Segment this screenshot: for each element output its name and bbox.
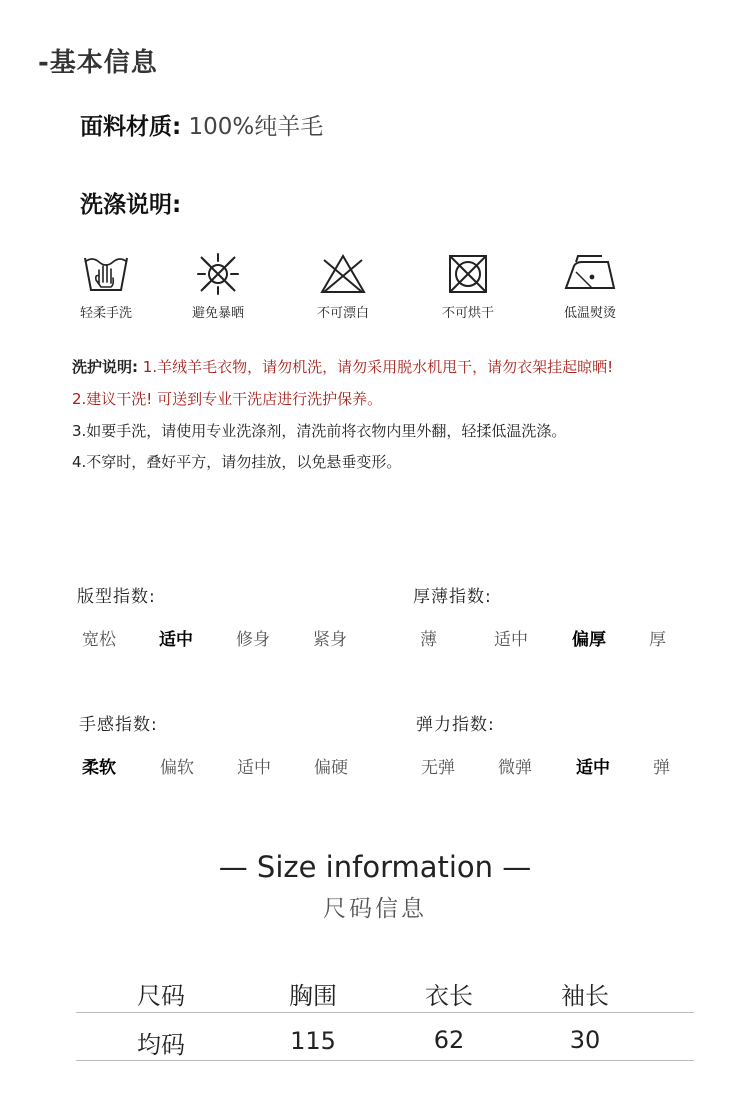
size-header-cell: 尺码: [137, 982, 185, 1010]
size-row-cell: 115: [290, 1027, 336, 1055]
elasticity-option: 弹: [653, 758, 670, 778]
fit-option-selected: 适中: [159, 630, 193, 650]
elasticity-index-title: 弹力指数:: [416, 715, 495, 735]
hand-wash-icon: [81, 252, 131, 296]
instruction-head: 洗护说明:: [72, 358, 138, 376]
feel-option: 偏硬: [314, 758, 348, 778]
table-divider: [76, 1012, 694, 1013]
table-bottom-line: [76, 1060, 694, 1061]
care-item-no-sun: [168, 252, 268, 321]
instruction-line-2: 2.建议干洗! 可送到专业干洗店进行洗护保养。: [72, 390, 383, 408]
size-header-cell: 胸围: [289, 982, 337, 1010]
no-bleach-icon: [318, 252, 368, 296]
care-item-no-bleach: [293, 252, 393, 321]
fit-option: 紧身: [313, 630, 347, 650]
thickness-option: 薄: [420, 630, 437, 650]
fabric-value: 100%纯羊毛: [188, 114, 324, 140]
care-label: 避免暴晒: [191, 306, 244, 321]
fit-option: 宽松: [82, 630, 116, 650]
elasticity-option: 微弹: [498, 758, 532, 778]
fabric-label: 面料材质:: [80, 114, 182, 140]
thickness-option: 厚: [649, 630, 666, 650]
size-title-en: — Size information —: [218, 850, 532, 884]
size-header-cell: 衣长: [425, 982, 473, 1010]
size-row-cell: 62: [433, 1026, 465, 1054]
wash-title: 洗涤说明:: [80, 192, 182, 218]
feel-option: 偏软: [160, 758, 194, 778]
care-label: 低温熨烫: [563, 306, 616, 321]
size-row-cell: 30: [569, 1026, 601, 1054]
feel-index-title: 手感指数:: [79, 715, 158, 735]
instruction-line-4: 4.不穿时，叠好平方，请勿挂放，以免悬垂变形。: [72, 453, 402, 471]
size-header-cell: 袖长: [561, 982, 609, 1010]
section-title: -基本信息: [38, 48, 158, 78]
elasticity-option: 无弹: [421, 758, 455, 778]
elasticity-option-selected: 适中: [576, 758, 610, 778]
care-label: 不可漂白: [316, 306, 369, 321]
instruction-line-3: 3.如要手洗，请使用专业洗涤剂，清洗前将衣物内里外翻，轻揉低温洗涤。: [72, 422, 567, 440]
no-sun-dry-icon: [193, 252, 243, 296]
thickness-option: 适中: [494, 630, 528, 650]
feel-option: 适中: [237, 758, 271, 778]
instruction-text: 1.羊绒羊毛衣物，请勿机洗，请勿采用脱水机甩干，请勿衣架挂起晾晒!: [142, 358, 614, 376]
size-title-cn: 尺码信息: [323, 896, 427, 922]
fit-option: 修身: [236, 630, 270, 650]
care-label: 轻柔手洗: [79, 306, 132, 321]
thickness-index-title: 厚薄指数:: [413, 587, 492, 607]
low-iron-icon: [562, 252, 618, 296]
fabric-info: [80, 108, 323, 141]
instruction-line-1: [72, 356, 613, 377]
thickness-option-selected: 偏厚: [572, 630, 606, 650]
size-row-cell: 均码: [137, 1031, 185, 1059]
care-item-no-dry: [418, 252, 518, 321]
care-item-hand-wash: [56, 252, 156, 321]
care-label: 不可烘干: [441, 306, 494, 321]
fit-index-title: 版型指数:: [77, 587, 156, 607]
no-tumble-dry-icon: [443, 252, 493, 296]
feel-option-selected: 柔软: [82, 758, 116, 778]
care-item-low-iron: [540, 252, 640, 321]
